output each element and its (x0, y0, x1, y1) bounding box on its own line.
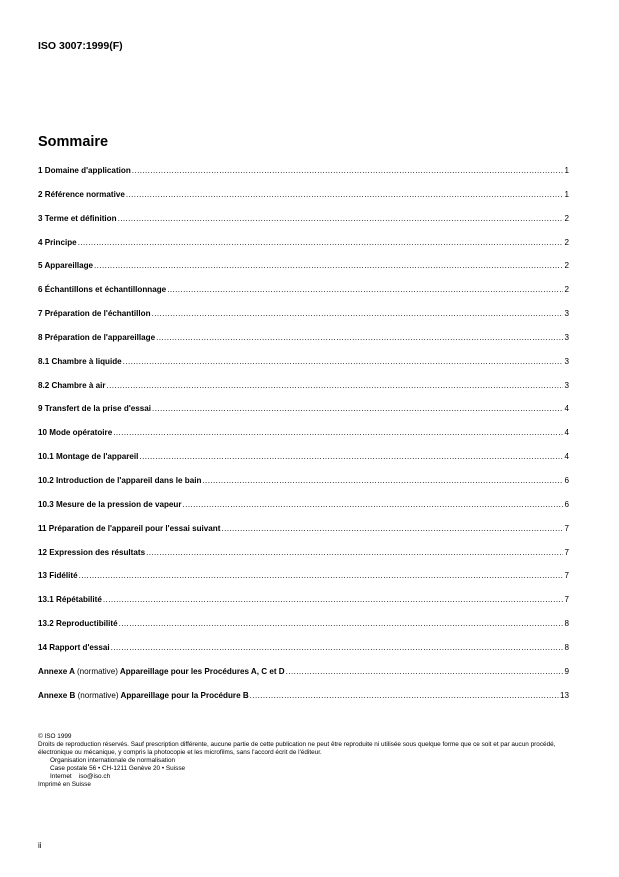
internet-line (38, 773, 578, 781)
toc-leader-dots (139, 452, 563, 461)
toc-entry-page: 2 (564, 237, 569, 247)
toc-entry-page: 7 (564, 523, 569, 533)
toc-entry[interactable] (38, 285, 569, 309)
toc-entry-label: 7 Préparation de l'échantillon (38, 309, 151, 319)
toc-entry-label: 10.1 Montage de l'appareil (38, 452, 139, 462)
toc-entry[interactable] (38, 261, 569, 285)
toc-entry-page: 7 (564, 571, 569, 581)
toc-entry-label: 13 Fidélité (38, 571, 78, 581)
toc-leader-dots (152, 404, 563, 413)
toc-leader-dots (202, 476, 563, 485)
toc-entry[interactable] (38, 404, 569, 428)
toc-entry-annex-b[interactable] (38, 691, 569, 715)
toc-entry-label: 10.3 Mesure de la pression de vapeur (38, 499, 182, 509)
toc-entry-page: 3 (564, 309, 569, 319)
toc-entry-page: 13 (559, 690, 569, 700)
toc-leader-dots (94, 261, 563, 270)
annex-title: Appareillage pour la Procédure B (120, 690, 249, 700)
toc-entry[interactable] (38, 643, 569, 667)
toc-entry-label: 13.1 Répétabilité (38, 595, 102, 605)
toc-entry-page: 6 (564, 475, 569, 485)
toc-leader-dots (286, 667, 564, 676)
toc-entry[interactable] (38, 476, 569, 500)
toc-entry-page: 9 (564, 666, 569, 676)
toc-entry-page: 1 (564, 166, 569, 175)
toc-leader-dots (113, 428, 563, 437)
toc-leader-dots (103, 595, 564, 604)
toc-entry-label: 2 Référence normative (38, 189, 125, 199)
toc-entry-label: 9 Transfert de la prise d'essai (38, 404, 152, 414)
toc-entry-page: 7 (564, 595, 569, 605)
toc-entry[interactable] (38, 595, 569, 619)
toc-entry[interactable] (38, 357, 569, 381)
printed-in: Imprimé en Suisse (38, 781, 91, 788)
toc-entry[interactable] (38, 214, 569, 238)
document-header (38, 40, 123, 52)
toc-entry-label (38, 667, 285, 676)
internet-label: Internet (50, 773, 72, 780)
toc-entry[interactable] (38, 548, 569, 572)
toc-entry-page: 4 (564, 452, 569, 462)
toc-entry-label: 4 Principe (38, 237, 77, 247)
toc-entry[interactable] (38, 190, 569, 214)
toc-leader-dots (106, 381, 563, 390)
toc-title: Sommaire (38, 134, 109, 150)
toc-entry-page: 3 (564, 332, 569, 342)
toc-entry-label: 10 Mode opératoire (38, 428, 113, 438)
toc-entry-page: 4 (564, 404, 569, 414)
toc-leader-dots (79, 571, 564, 580)
rights-statement: Droits de reproduction réservés. Sauf prescription différente, aucune partie de cette publication ne peut être reproduite ni utilisée sous quelque forme que ce soit et par aucun procédé, électronique ou mécanique, y compris la photocopie et les microfilms, sans l'accord écrit de l'éditeur. (38, 741, 556, 756)
toc-entry-label: 6 Échantillons et échantillonnage (38, 285, 167, 295)
toc-entry[interactable] (38, 238, 569, 262)
toc-entry[interactable] (38, 333, 569, 357)
toc-entry[interactable] (38, 309, 569, 333)
toc-entry-page: 6 (564, 499, 569, 509)
internet-email[interactable]: iso@iso.ch (78, 773, 111, 780)
toc-entry[interactable] (38, 500, 569, 524)
toc-entry-page: 8 (564, 642, 569, 652)
toc-entry[interactable] (38, 571, 569, 595)
toc-entry-page: 2 (564, 261, 569, 271)
toc-entry-label: 8.1 Chambre à liquide (38, 356, 122, 366)
toc-entry-annex-a[interactable] (38, 667, 569, 691)
toc-leader-dots (146, 548, 563, 557)
toc-leader-dots (118, 214, 564, 223)
toc-entry-label: 10.2 Introduction de l'appareil dans le bain (38, 475, 202, 485)
annex-note: (normative) (77, 690, 119, 700)
toc-entry-label: 11 Préparation de l'appareil pour l'essai suivant (38, 523, 221, 533)
annex-label: Annexe B (38, 690, 76, 700)
standard-id: ISO 3007:1999(F) (38, 40, 123, 52)
toc-leader-dots (132, 166, 564, 175)
toc-entry[interactable] (38, 428, 569, 452)
toc-leader-dots (156, 333, 563, 342)
toc-entry-page: 3 (564, 356, 569, 366)
organisation-name: Organisation internationale de normalisation (50, 757, 176, 764)
toc-entry-page: 4 (564, 428, 569, 438)
page-number: ii (38, 841, 42, 850)
toc-entry-page: 2 (564, 285, 569, 295)
toc-entry[interactable] (38, 619, 569, 643)
toc-entry-page: 1 (564, 189, 569, 199)
toc-leader-dots (126, 190, 564, 199)
toc-entry-label: 5 Appareillage (38, 261, 94, 271)
annex-note: (normative) (76, 666, 118, 676)
toc-leader-dots (123, 357, 564, 366)
toc-entry-label: 1 Domaine d'application (38, 166, 131, 175)
toc-entry-label: 8 Préparation de l'appareillage (38, 332, 156, 342)
toc-entry[interactable] (38, 381, 569, 405)
toc-entry[interactable] (38, 452, 569, 476)
toc-entry-label: 13.2 Reproductibilité (38, 619, 118, 629)
toc-entry-label: 12 Expression des résultats (38, 547, 146, 557)
copyright-line: © ISO 1999 (38, 733, 72, 740)
toc-entry-page: 2 (564, 213, 569, 223)
toc-leader-dots (183, 500, 564, 509)
annex-title: Appareillage pour les Procédures A, C et D (119, 666, 285, 676)
toc-entry-label: 3 Terme et définition (38, 213, 117, 223)
toc-entry-label: 14 Rapport d'essai (38, 642, 110, 652)
annex-label: Annexe A (38, 666, 75, 676)
toc-entry-label: 8.2 Chambre à air (38, 380, 106, 390)
toc-leader-dots (152, 309, 564, 318)
toc-leader-dots (119, 619, 564, 628)
copyright-notice (38, 733, 578, 789)
toc-leader-dots (167, 285, 563, 294)
toc-entry-page: 3 (564, 380, 569, 390)
toc-leader-dots (250, 691, 559, 700)
toc-leader-dots (111, 643, 564, 652)
toc-leader-dots (78, 238, 564, 247)
toc-entry[interactable] (38, 524, 569, 548)
postal-address: Case postale 56 • CH-1211 Genève 20 • Suisse (50, 765, 186, 772)
toc-leader-dots (221, 524, 563, 533)
toc-entry[interactable] (38, 166, 569, 190)
toc-entry-page: 7 (564, 547, 569, 557)
toc-entry-label (38, 691, 249, 700)
toc-entry-page: 8 (564, 619, 569, 629)
table-of-contents (38, 166, 569, 714)
